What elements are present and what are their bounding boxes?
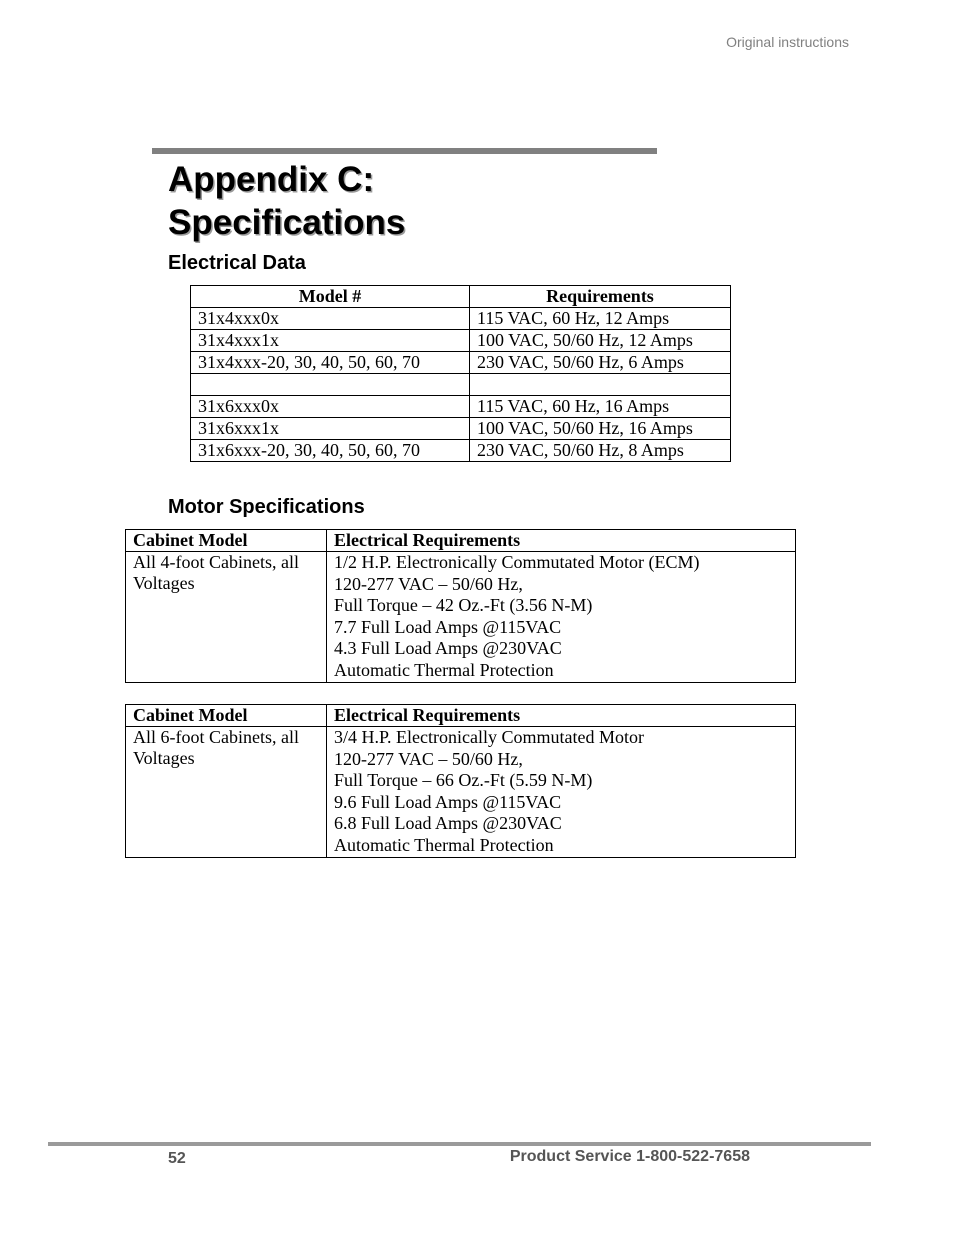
requirement-line: 3/4 H.P. Electronically Commutated Motor [334,727,644,747]
model-cell [191,374,470,396]
requirements-cell: 100 VAC, 50/60 Hz, 16 Amps [470,418,731,440]
requirement-line: 120-277 VAC – 50/60 Hz, [334,573,523,594]
column-header-cabinet-model: Cabinet Model [126,530,327,552]
product-service-text: Product Service 1-800-522-7658 [509,1148,750,1165]
model-cell: 31x6xxx-20, 30, 40, 50, 60, 70 [191,440,470,462]
title-rule [152,148,657,154]
electrical-requirements-cell [327,727,796,858]
page-title-line1: Appendix C: [168,160,375,199]
table-row [191,330,731,352]
requirement-line: 4.3 Full Load Amps @230VAC [334,638,562,659]
requirement-line: Automatic Thermal Protection [334,659,554,680]
table-row [191,308,731,330]
electrical-requirements-cell [327,552,796,683]
column-header-requirements: Requirements [470,286,731,308]
requirement-line: 7.7 Full Load Amps @115VAC [334,616,562,637]
requirement-line: 120-277 VAC – 50/60 Hz, [334,748,523,769]
page-number: 52 [168,1150,186,1167]
requirements-cell: 115 VAC, 60 Hz, 12 Amps [470,308,731,330]
table-row [126,552,796,683]
table-row [191,396,731,418]
table-header-row [126,705,796,727]
requirement-line: Full Torque – 66 Oz.-Ft (5.59 N-M) [334,770,593,791]
motor-table-6ft [125,704,796,858]
motor-table-4ft [125,529,796,683]
requirements-cell: 100 VAC, 50/60 Hz, 12 Amps [470,330,731,352]
requirements-cell: 115 VAC, 60 Hz, 16 Amps [470,396,731,418]
motor-specifications-heading: Motor Specifications [168,496,365,518]
requirement-line: 6.8 Full Load Amps @230VAC [334,813,562,834]
model-cell: 31x6xxx1x [191,418,470,440]
table-row [191,418,731,440]
table-row [191,440,731,462]
table-header-row [126,530,796,552]
model-cell: 31x6xxx0x [191,396,470,418]
requirements-cell: 230 VAC, 50/60 Hz, 6 Amps [470,352,731,374]
column-header-electrical-requirements: Electrical Requirements [327,530,796,552]
requirement-line: Full Torque – 42 Oz.-Ft (3.56 N-M) [334,595,593,616]
cabinet-model-cell: All 6-foot Cabinets, all Voltages [126,727,327,858]
requirement-line: 1/2 H.P. Electronically Commutated Motor (ECM) [334,552,700,572]
footer-rule [48,1142,871,1146]
cabinet-model-cell: All 4-foot Cabinets, all Voltages [126,552,327,683]
model-cell: 31x4xxx-20, 30, 40, 50, 60, 70 [191,352,470,374]
table-row-blank [191,374,731,396]
requirement-line: 9.6 Full Load Amps @115VAC [334,791,562,812]
column-header-model: Model # [191,286,470,308]
electrical-data-heading: Electrical Data [168,252,306,274]
requirements-cell [470,374,731,396]
page-title [168,158,405,244]
page-title-line2: Specifications [168,203,406,242]
requirements-cell: 230 VAC, 50/60 Hz, 8 Amps [470,440,731,462]
table-row [191,352,731,374]
electrical-data-table [190,285,731,462]
requirement-line: Automatic Thermal Protection [334,834,554,855]
header-note: Original instructions [726,34,849,50]
model-cell: 31x4xxx1x [191,330,470,352]
column-header-electrical-requirements: Electrical Requirements [327,705,796,727]
model-cell: 31x4xxx0x [191,308,470,330]
table-row [126,727,796,858]
column-header-cabinet-model: Cabinet Model [126,705,327,727]
table-header-row [191,286,731,308]
